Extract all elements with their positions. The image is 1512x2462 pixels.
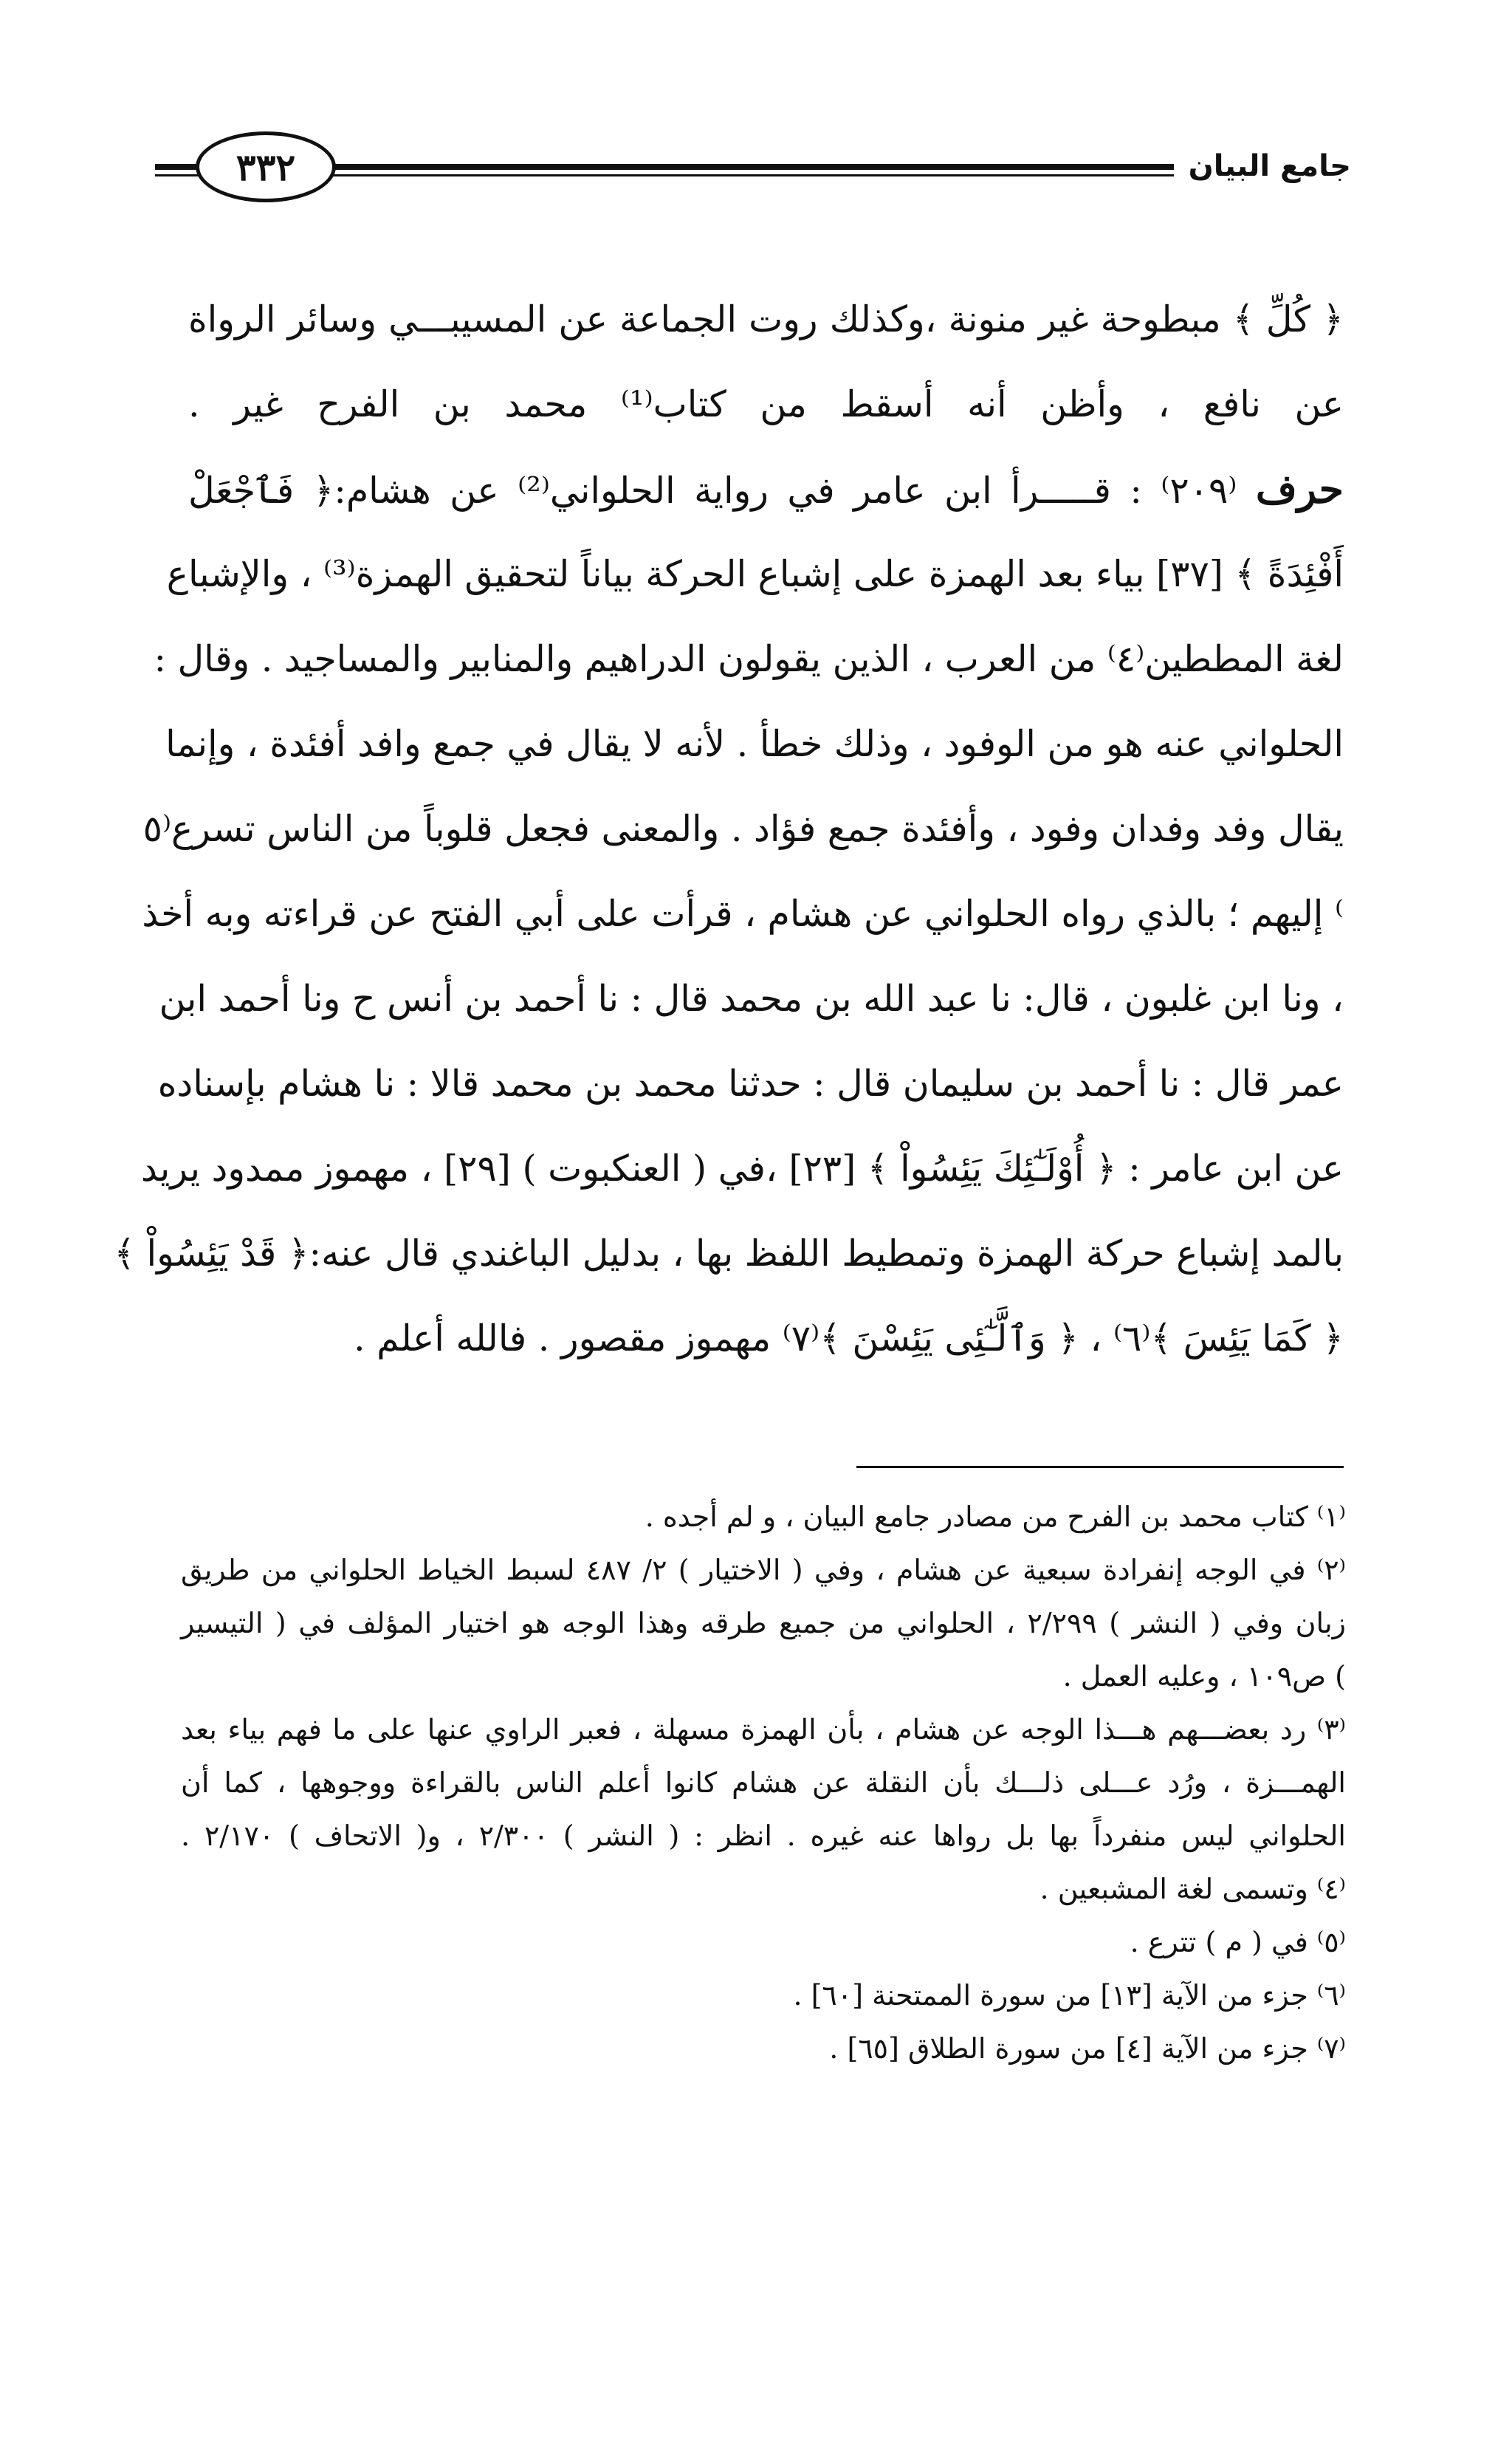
page-header [155,118,1351,222]
harf-label: حرف [1255,465,1344,512]
text-line: ﴿ كُلِّ ﴾ مبطوحة غير منونة ،وكذلك روت الجماعة عن المسيبـــي وسائر الرواة [188,298,1344,340]
footnote-divider [856,1466,1344,1468]
header-rule [332,164,1174,179]
text-line: بالمد إشباع حركة الهمزة وتمطيط اللفظ بها ، بدليل الباغندي قال عنه:﴿ قَدْ يَئِسُواْ ﴾ [114,1232,1344,1275]
footnote-line: ⁽٧⁾ جزء من الآية [٤] من سورة الطلاق [٦٥] . [829,2032,1346,2065]
text-line: ⁾ إليهم ؛ بالذي رواه الحلواني عن هشام ، قرأت على أبي الفتح عن قراءته وبه أخذ [142,893,1344,935]
harf-text: قـــــرأ ابن عامر في رواية الحلواني⁽²⁾ عن هشام:﴿ فَٱجْعَلْ [188,470,1111,512]
footnote-line: الحلواني ليس منفرداً بها بل رواها عنه غيره . انظر : ( النشر ) ٢/٣٠٠ ، و( الاتحاف ) ٢/١٧٠ . [181,1820,1346,1852]
book-title: جامع البيان [1188,149,1351,183]
header-rule-left [155,164,199,179]
footnote-line: ⁽٥⁾ في ( م ) تترع . [1130,1926,1346,1958]
text-line: عن نافع ، وأظن أنه أسقط من كتاب⁽¹⁾ محمد بن الفرح غير . [188,383,1344,425]
footnote-line: ⁽٣⁾ رد بعضـــهم هـــذا الوجه عن هشام ، بأن الهمزة مسهلة ، فعبر الراوي عنها على ما فهم بياء بعد [181,1713,1346,1746]
page-number: ٣٣٢ [196,131,336,202]
footnote-line: الهمـــزة ، ورُد عـــلى ذلـــك بأن النقلة عن هشام كانوا أعلم الناس بالقراءة ووجوهها ، كما أن [181,1766,1346,1799]
text-line-harf [188,447,1344,532]
text-line: أَفْئِدَةً ﴾ [٣٧] بياء بعد الهمزة على إشباع الحركة بياناً لتحقيق الهمزة⁽³⁾ ، والإشباع [166,553,1344,595]
footnote-line: ⁽٤⁾ وتسمى لغة المشبعين . [1040,1873,1346,1905]
footnote-line: زبان وفي ( النشر ) ٢/٢٩٩ ، الحلواني من جميع طرقه وهذا الوجه هو اختيار المؤلف في ( التيسير [181,1607,1346,1639]
text-line: ، ونا ابن غلبون ، قال: نا عبد الله بن محمد قال : نا أحمد بن أنس ح ونا أحمد ابن [159,978,1344,1020]
footnote-line: ⁽٦⁾ جزء من الآية [١٣] من سورة الممتحنة [٦٠] . [793,1979,1346,2012]
text-line: لغة المططين⁽٤⁾ من العرب ، الذين يقولون الدراهيم والمنابير والمساجيد . وقال : [154,638,1344,680]
text-line: عمر قال : نا أحمد بن سليمان قال : حدثنا محمد بن محمد قالا : نا هشام بإسناده [157,1063,1344,1105]
harf-number: ⁽٢٠٩⁾ : [1130,470,1237,512]
main-text [114,277,1344,1381]
text-line: الحلواني عنه هو من الوفود ، وذلك خطأ . لأنه لا يقال في جمع وافد أفئدة ، وإنما [165,723,1344,765]
text-line: يقال وفد وفدان وفود ، وأفئدة جمع فؤاد . والمعنى فجعل قلوباً من الناس تسرع⁽٥ [142,808,1344,850]
footnote-line: ⁽٢⁾ في الوجه إنفرادة سبعية عن هشام ، وفي ( الاختيار ) ٢/ ٤٨٧ لسبط الخياط الحلواني من طريق [181,1554,1346,1586]
text-line: ﴿ كَمَا يَئِسَ ﴾⁽٦⁾ ، ﴿ وَٱلَّـٰٓئِى يَئِسْنَ ﴾⁽٧⁾ مهموز مقصور . فالله أعلم . [354,1317,1344,1359]
text-line: عن ابن عامر : ﴿ أُوْلَـٰٓئِكَ يَئِسُواْ ﴾ [٢٣] ،في ( العنكبوت ) [٢٩] ، مهموز ممدود يريد [140,1148,1344,1190]
footnotes [181,1490,1346,2075]
footnote-line: ⁽١⁾ كتاب محمد بن الفرح من مصادر جامع البيان ، و لم أجده . [645,1501,1346,1533]
footnote-line: ) ص١٠٩ ، وعليه العمل . [1062,1660,1346,1693]
